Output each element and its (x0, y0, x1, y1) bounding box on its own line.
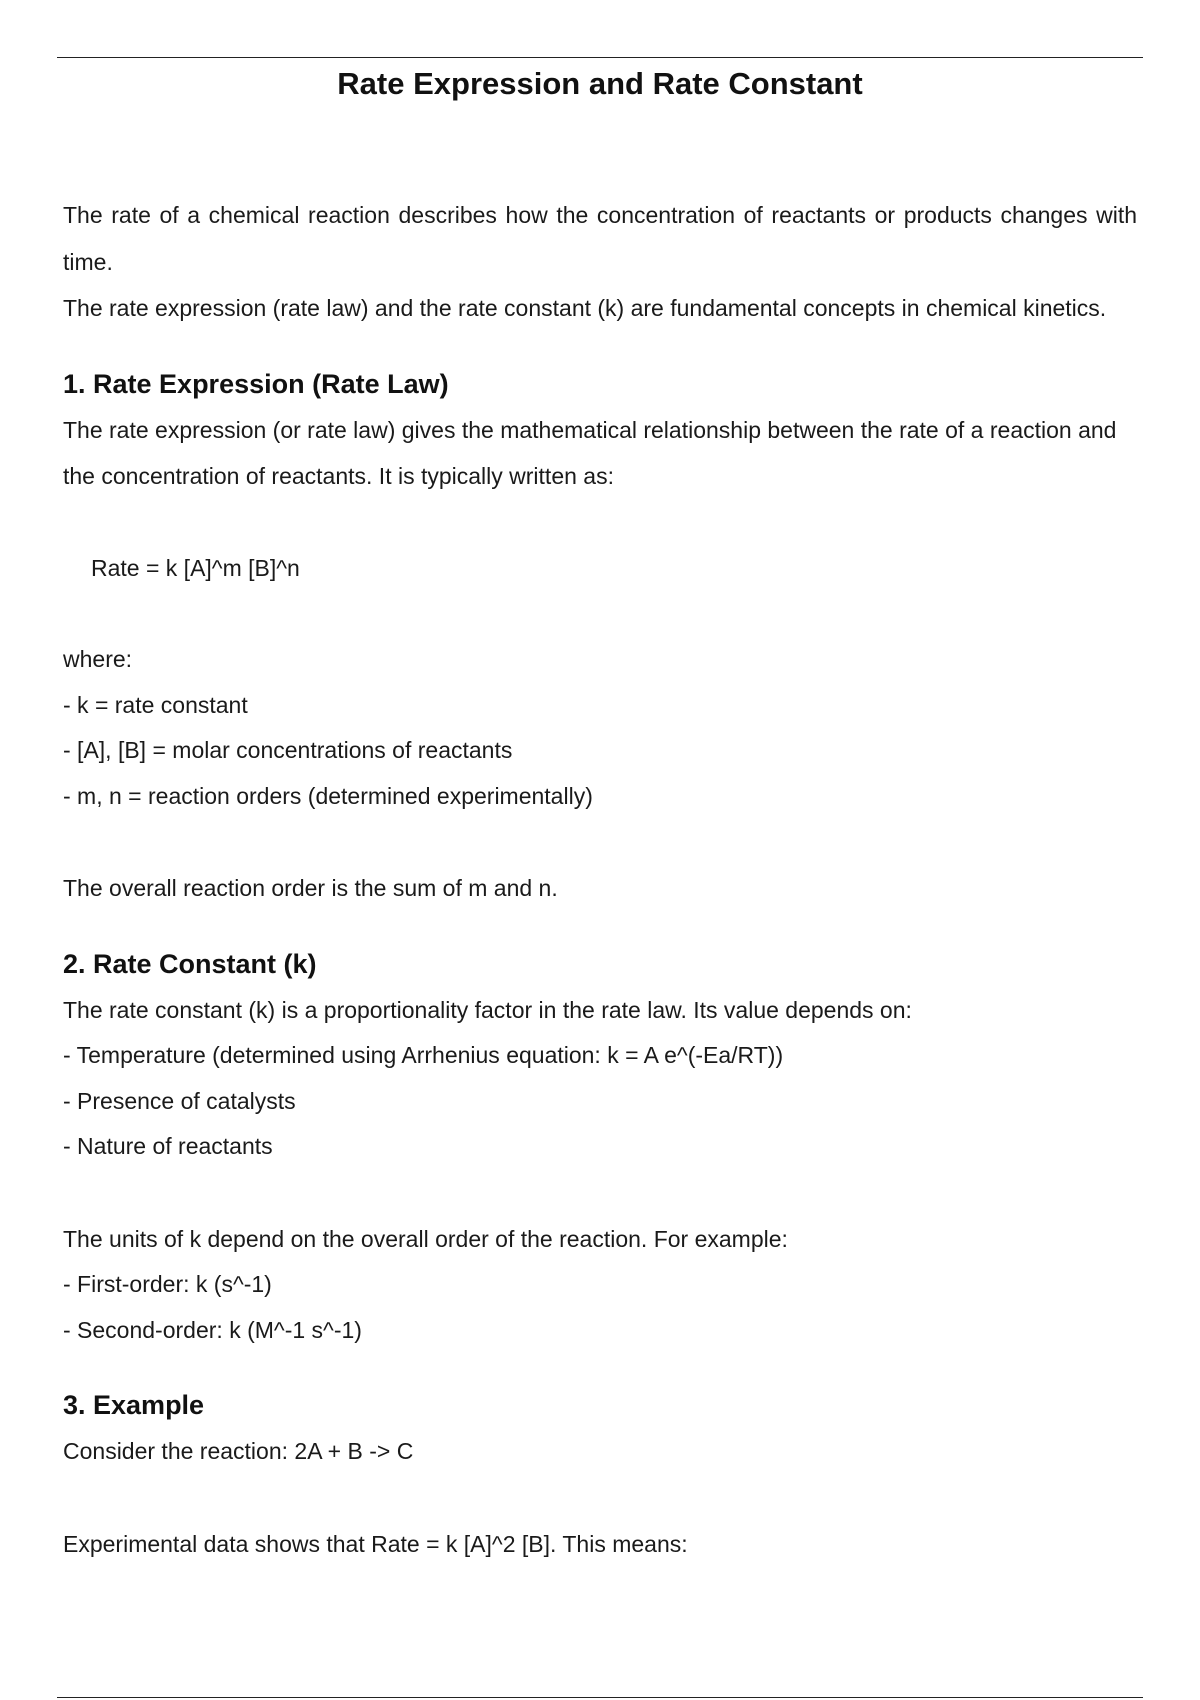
units-item: - Second-order: k (M^-1 s^-1) (63, 1316, 362, 1343)
intro-paragraph-2: The rate expression (rate law) and the rate constant (k) are fundamental concepts in chemical kinetics. (63, 295, 1107, 321)
spacer (63, 1475, 1137, 1521)
section-2-heading: 2. Rate Constant (k) (63, 948, 317, 979)
section-3-body: Consider the reaction: 2A + B -> C (63, 1438, 414, 1464)
section-example (63, 1382, 1137, 1567)
overall-order-text: The overall reaction order is the sum of m and n. (63, 875, 558, 901)
spacer (63, 819, 1137, 865)
intro-paragraph-1: The rate of a chemical reaction describes how the concentration of reactants or products changes with time. (63, 202, 1137, 275)
section-3-heading: 3. Example (63, 1390, 205, 1420)
definition-item: - k = rate constant (63, 691, 248, 718)
where-label: where: (63, 646, 133, 672)
factor-item: - Nature of reactants (63, 1133, 273, 1159)
section-1-heading: 1. Rate Expression (Rate Law) (63, 368, 449, 399)
rate-law-formula: Rate = k [A]^m [B]^n (91, 554, 300, 581)
document-page (63, 62, 1137, 1567)
factor-item: - Temperature (determined using Arrhenius equation: k = A e^(-Ea/RT)) (63, 1042, 784, 1068)
page-title: Rate Expression and Rate Constant (337, 66, 863, 101)
units-intro: The units of k depend on the overall order of the reaction. For example: (63, 1225, 788, 1252)
top-rule (57, 57, 1143, 58)
section-2-body: The rate constant (k) is a proportionality factor in the rate law. Its value depends on: (63, 996, 912, 1023)
bottom-rule (57, 1697, 1143, 1698)
intro-section (63, 192, 1137, 332)
section-rate-expression (63, 361, 1137, 912)
section-rate-constant (63, 941, 1137, 1354)
definition-item: - [A], [B] = molar concentrations of reactants (63, 737, 513, 763)
factor-item: - Presence of catalysts (63, 1087, 296, 1114)
spacer (63, 1170, 1137, 1216)
units-item: - First-order: k (s^-1) (63, 1271, 272, 1297)
experimental-data-line: Experimental data shows that Rate = k [A]^2 [B]. This means: (63, 1530, 688, 1557)
definition-item: - m, n = reaction orders (determined experimentally) (63, 782, 593, 809)
section-1-body: The rate expression (or rate law) gives the mathematical relationship between the rate of a reaction and the concentration of reactants. It is typically written as: (63, 416, 1117, 489)
